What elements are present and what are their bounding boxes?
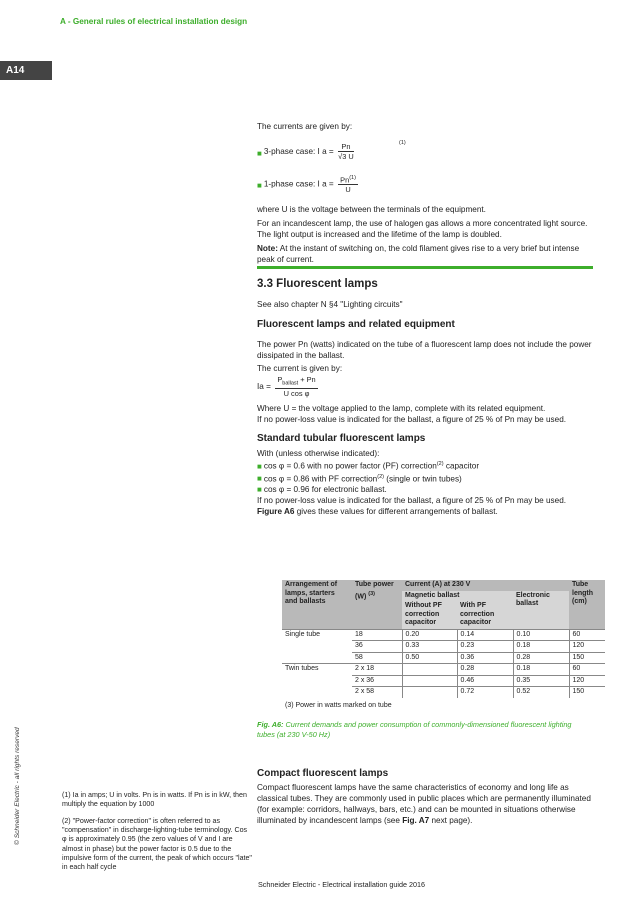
copyright-vertical: © Schneider Electric - all rights reserved xyxy=(14,727,21,845)
header-electronic: Electronic ballast xyxy=(513,591,569,630)
table-cell: 2 x 18 xyxy=(352,664,402,676)
page-footer: Schneider Electric - Electrical installation guide 2016 xyxy=(258,880,425,889)
compact-text: Compact fluorescent lamps have the same characteristics of economy and long life as classical tubes. They are commonly used in public places which are permanently illuminated (for example: corridors, hallways, bars, etc.) and can be mounted in situations otherwise illuminated by incandescent lamps (see Fig. A7 next page). xyxy=(257,783,591,825)
fluorescent-section xyxy=(257,278,593,517)
bullet-square-icon: ■ xyxy=(257,181,262,191)
table-cell: 0.28 xyxy=(513,652,569,664)
footnote-1: (1) Ia in amps; U in volts. Pn is in watts. If Pn is in kW, then multiply the equation by 1000 xyxy=(62,791,247,809)
header-magnetic: Magnetic ballast xyxy=(402,591,513,602)
table-cell: 2 x 36 xyxy=(352,675,402,687)
table-cell xyxy=(402,664,457,676)
table-cell: 0.20 xyxy=(402,629,457,641)
no-loss-text: If no power-loss value is indicated for the ballast, a figure of 25 % of Pn may be used. xyxy=(257,415,567,424)
one-phase-formula: ■ 1-phase case: I a = $\frac{Pn^{(1)}}{U}$ xyxy=(257,175,356,195)
fluorescent-formula: Ia = $\frac{P_{ballast} + Pn}{\text{U cos φ}}$ xyxy=(257,375,316,399)
see-also-text: See also chapter N §4 "Lighting circuits" xyxy=(257,300,403,309)
header-with-pf: With PF correction capacitor xyxy=(457,601,513,629)
table-cell: 0.46 xyxy=(457,675,513,687)
table-cell: 0.52 xyxy=(513,687,569,698)
three-phase-formula: ■ 3-phase case: I a = $\frac{Pn}{√3 U}$ (1) xyxy=(257,140,406,161)
figure-caption: Fig. A6: Current demands and power consumption of commonly-dimensioned fluorescent lighting tubes (at 230 V-50 Hz) xyxy=(257,720,572,739)
bullet-square-icon: ■ xyxy=(257,485,262,495)
bullet-square-icon: ■ xyxy=(257,148,262,158)
table-note: (3) Power in watts marked on tube xyxy=(285,701,392,709)
page-tab: A14 xyxy=(0,61,52,80)
table-cell: 18 xyxy=(352,629,402,641)
where-u-text: Where U = the voltage applied to the lamp, complete with its related equipment. xyxy=(257,404,546,413)
no-loss-text: If no power-loss value is indicated for the ballast, a figure of 25 % of Pn may be used. xyxy=(257,496,567,506)
table-cell xyxy=(282,641,352,653)
table-body xyxy=(282,629,605,698)
table-cell xyxy=(402,687,457,698)
subheading: Fluorescent lamps and related equipment xyxy=(257,319,455,330)
table-row xyxy=(282,664,605,676)
compact-section xyxy=(257,768,593,826)
bullet-square-icon: ■ xyxy=(257,474,262,484)
bullet-square-icon: ■ xyxy=(257,461,262,471)
currents-block xyxy=(257,121,593,265)
subheading-standard: Standard tubular fluorescent lamps xyxy=(257,433,426,444)
table-cell: 0.10 xyxy=(513,629,569,641)
table-cell: 150 xyxy=(569,687,605,698)
current-intro: The current is given by: xyxy=(257,364,343,373)
table-cell: 58 xyxy=(352,652,402,664)
table-row xyxy=(282,652,605,664)
footnote-2: (2) "Power-factor correction" is often referred to as "compensation" in discharge-lighting-tube terminology. Cos φ is approximately 0.95 (the zero values of V and I are almost in phase) but the power factor is 0.5 due to the impulsive form of the current, the peak of which occurs "late" in each half cycle xyxy=(62,817,252,872)
where-u-text: where U is the voltage between the terminals of the equipment. xyxy=(257,205,486,214)
header-arrangement: Arrangement of lamps, starters and ballasts xyxy=(282,580,352,629)
table-row xyxy=(282,629,605,641)
table-cell: 150 xyxy=(569,652,605,664)
table-cell: 2 x 58 xyxy=(352,687,402,698)
power-text: The power Pn (watts) indicated on the tube of a fluorescent lamp does not include the power dissipated in the ballast. xyxy=(257,340,592,360)
header-current: Current (A) at 230 V xyxy=(402,580,569,591)
subheading-compact: Compact fluorescent lamps xyxy=(257,768,389,779)
currents-intro: The currents are given by: xyxy=(257,122,353,131)
header-tube-length: Tube length (cm) xyxy=(569,580,605,629)
table-cell: 120 xyxy=(569,641,605,653)
table-cell: Twin tubes xyxy=(282,664,352,676)
table-cell: 0.14 xyxy=(457,629,513,641)
section-divider xyxy=(257,266,593,269)
table-row xyxy=(282,687,605,698)
current-table xyxy=(282,580,605,698)
table-cell xyxy=(402,675,457,687)
table-cell xyxy=(282,687,352,698)
table-cell: 120 xyxy=(569,675,605,687)
bullet-cos-096: ■ cos φ = 0.96 for electronic ballast. xyxy=(257,485,387,495)
table-cell: 0.23 xyxy=(457,641,513,653)
three-phase-fraction: $\frac{Pn}{√3 U}$ xyxy=(338,142,354,161)
table-cell: 0.33 xyxy=(402,641,457,653)
table-cell: 0.72 xyxy=(457,687,513,698)
bullet-cos-086: ■ cos φ = 0.86 with PF correction$^{(2)}$ (single or twin tubes) xyxy=(257,473,462,484)
standard-intro: With (unless otherwise indicated): xyxy=(257,449,380,458)
note-text: Note: At the instant of switching on, the cold filament gives rise to a very brief but intense peak of current. xyxy=(257,244,580,264)
table-cell xyxy=(282,652,352,664)
table-cell: 0.18 xyxy=(513,641,569,653)
figure-reference: Figure A6 gives these values for different arrangements of ballast. xyxy=(257,507,498,517)
footnote-ref: (1) xyxy=(399,140,406,146)
table-cell: 0.35 xyxy=(513,675,569,687)
section-header: A - General rules of electrical installation design xyxy=(60,17,248,26)
table-cell: Single tube xyxy=(282,629,352,641)
table-row xyxy=(282,675,605,687)
table-row xyxy=(282,641,605,653)
section-heading: 3.3 Fluorescent lamps xyxy=(257,278,378,290)
halogen-text: For an incandescent lamp, the use of halogen gas allows a more concentrated light source. The light output is increased and the lifetime of the lamp is doubled. xyxy=(257,219,588,239)
table-cell: 36 xyxy=(352,641,402,653)
one-phase-fraction: $\frac{Pn^{(1)}}{U}$ xyxy=(340,175,356,195)
table-cell: 60 xyxy=(569,664,605,676)
table-cell: 0.18 xyxy=(513,664,569,676)
table-cell: 0.50 xyxy=(402,652,457,664)
table-cell: 0.36 xyxy=(457,652,513,664)
table-cell: 60 xyxy=(569,629,605,641)
fluorescent-fraction: $\frac{P_{ballast} + Pn}{\text{U cos φ}}$ xyxy=(277,375,316,399)
header-tube-power: Tube power (W) $^{(3)}$ xyxy=(352,580,402,629)
bullet-cos-06: ■ cos φ = 0.6 with no power factor (PF) correction$^{(2)}$ capacitor xyxy=(257,461,480,471)
table-a6 xyxy=(282,580,605,709)
table-cell xyxy=(282,675,352,687)
header-without-pf: Without PF correction capacitor xyxy=(402,601,457,629)
table-cell: 0.28 xyxy=(457,664,513,676)
